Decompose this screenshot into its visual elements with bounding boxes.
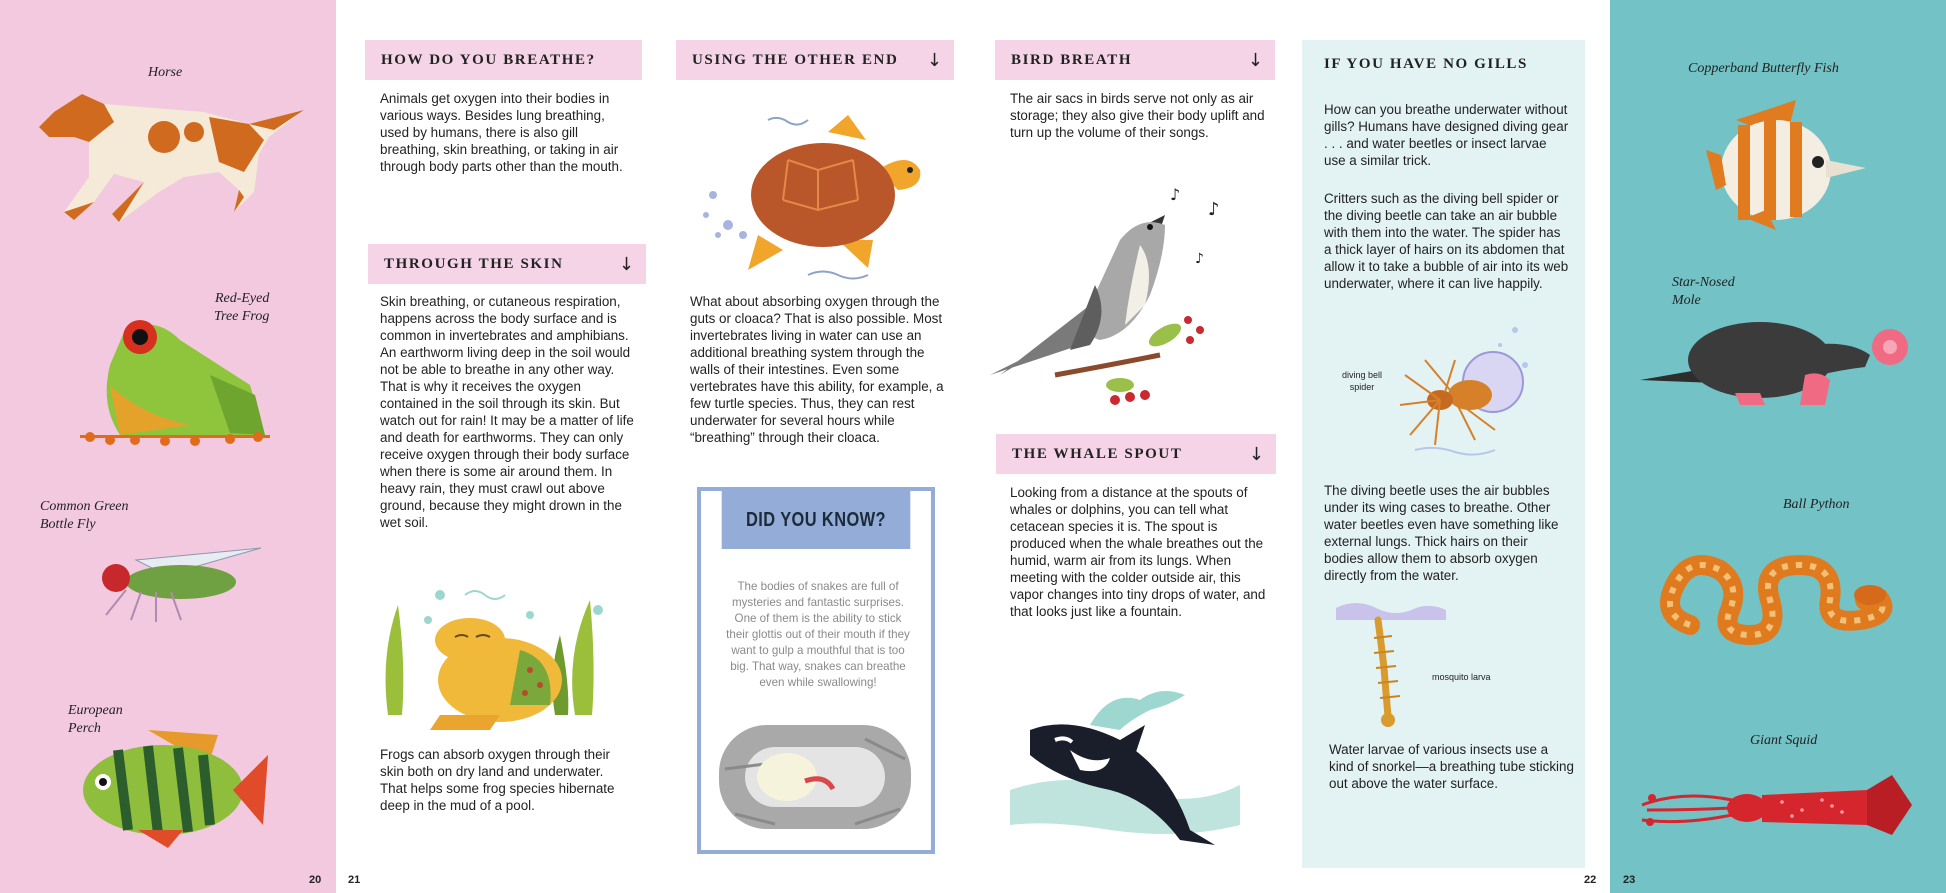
orca-illustration	[1010, 680, 1265, 855]
skin-text: Skin breathing, or cutaneous respiration, happens across the body surface and is common in invertebrates and amphibians. An earthworm living deep in the soil would not be able to breathe in any other way. That is why it receives the oxygen contained in the soil through its skin. But watch out for rain! It may be a matter of life and death for earthworms. They can only receive oxygen through their body surface when there is some air around them. In heavy rain, they must crawl out above ground, because they might drown in the wet soil.	[380, 294, 634, 530]
did-you-know-box	[697, 487, 935, 854]
heading-text: BIRD BREATH	[1011, 51, 1133, 68]
heading-through-the-skin	[368, 244, 646, 284]
no-gills-p2: Critters such as the diving bell spider or the diving beetle can take an air bubble with them into the water. The spider has a thick layer of hairs on its abdomen that allow it to take a bubble of air into its web underwater, where it can live happily.	[1324, 191, 1569, 291]
giant-squid-illustration	[1642, 770, 1912, 840]
arrow-down-icon: ↓	[926, 49, 942, 71]
spider-label: diving bell spider	[1342, 370, 1383, 392]
heading-the-whale-spout	[996, 434, 1276, 474]
squid-label: Giant Squid	[1750, 733, 1818, 748]
bird-text: The air sacs in birds serve not only as air storage; they also give their body uplift and turn up the volume of their songs.	[1010, 91, 1265, 140]
heading-using-the-other-end	[676, 40, 954, 80]
ball-python-illustration	[1660, 545, 1890, 645]
python-label: Ball Python	[1783, 497, 1850, 512]
heading-if-you-have-no-gills: IF YOU HAVE NO GILLS	[1324, 56, 1528, 72]
snake-illustration	[715, 719, 915, 834]
frog-illustration	[380, 575, 615, 735]
mole-label: Star-Nosed Mole	[1672, 275, 1735, 308]
butterfly-fish-label: Copperband Butterfly Fish	[1688, 61, 1839, 76]
svg-text:♪: ♪	[1195, 251, 1204, 267]
frog-label: Red-Eyed Tree Frog	[214, 291, 270, 324]
heading-text: THE WHALE SPOUT	[1012, 445, 1183, 462]
diving-bell-spider-illustration	[1395, 320, 1545, 465]
did-you-know-text: The bodies of snakes are full of mysteries and fantastic surprises. One of them is the ability to stick their glottis out of their mouth if they want to gulp a mouthful that is too big. That way, snakes can breathe even while swallowing!	[726, 580, 910, 689]
heading-how-do-you-breathe	[365, 40, 642, 80]
heading-bird-breath	[995, 40, 1275, 80]
arrow-down-icon: ↓	[618, 253, 634, 275]
bird-illustration	[990, 185, 1230, 415]
horse-label: Horse	[148, 65, 183, 80]
european-perch-illustration	[78, 720, 268, 850]
heading-text: USING THE OTHER END	[692, 51, 899, 68]
heading-text: THROUGH THE SKIN	[384, 255, 564, 272]
arrow-down-icon: ↓	[1247, 49, 1263, 71]
no-gills-p1: How can you breathe underwater without gills? Humans have designed diving gear . . . and water beetles or insect larvae use a similar trick.	[1324, 102, 1569, 168]
svg-text:♪: ♪	[1208, 199, 1220, 220]
how-breathe-text: Animals get oxygen into their bodies in various ways. Besides lung breathing, used by humans, there is also gill breathing, skin breathing, or taking in air through body parts other than the mouth.	[380, 91, 623, 174]
page-number-23: 23	[1623, 874, 1636, 886]
mosquito-larva-illustration	[1336, 598, 1446, 733]
tree-frog-illustration	[80, 315, 270, 450]
copperband-butterfly-fish-illustration	[1706, 100, 1866, 230]
perch-label: European Perch	[68, 703, 123, 736]
turtle-illustration	[688, 110, 928, 280]
no-gills-p4: Water larvae of various insects use a kind of snorkel—a breathing tube sticking out above the water surface.	[1329, 742, 1574, 791]
page-number-22: 22	[1584, 874, 1597, 886]
whale-text: Looking from a distance at the spouts of whales or dolphins, you can tell what cetacean species it is. The spout is produced when the whale breathes out the humid, warm air from its lungs. When meeting with the colder outside air, this vapor changes into tiny drops of water, and that looks just like a fountain.	[1010, 485, 1266, 619]
larva-label: mosquito larva	[1432, 672, 1491, 682]
no-gills-p3: The diving beetle uses the air bubbles under its wing cases to breathe. Other water beetles even have something like external lungs. Thick hairs on their bodies allow them to absorb oxygen directly from the water.	[1324, 483, 1559, 583]
bottle-fly-illustration	[96, 540, 266, 625]
page-number-20: 20	[309, 874, 322, 886]
heading-text: HOW DO YOU BREATHE?	[381, 51, 596, 68]
frog-text: Frogs can absorb oxygen through their skin both on dry land and underwater. That helps some frog species hibernate deep in the mud of a pool.	[380, 747, 615, 813]
did-you-know-title: DID YOU KNOW?	[722, 491, 911, 549]
star-nosed-mole-illustration	[1640, 305, 1915, 410]
arrow-down-icon: ↓	[1248, 443, 1264, 465]
horse-illustration	[34, 82, 304, 232]
svg-text:♪: ♪	[1170, 185, 1181, 204]
other-end-text: What about absorbing oxygen through the guts or cloaca? That is also possible. Most invertebrates living in water can use an additional breathing system through the walls of their intestines. Even some vertebrates have this ability, for example, a few turtle species. Thus, they can rest underwater for several hours while “breathing” through their cloaca.	[690, 294, 944, 445]
fly-label: Common Green Bottle Fly	[40, 499, 129, 532]
page-number-21: 21	[348, 874, 361, 886]
